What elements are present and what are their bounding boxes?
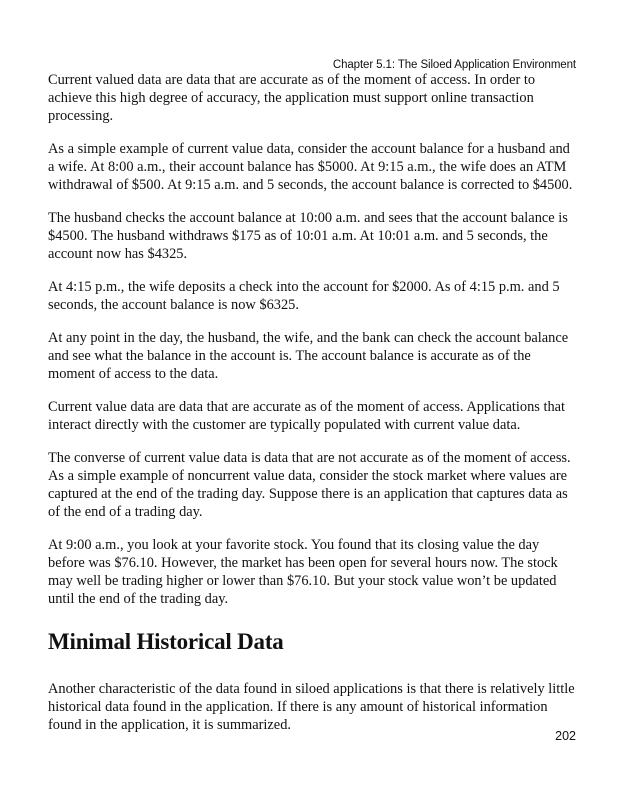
paragraph-stock-example: At 9:00 a.m., you look at your favorite stock. You found that its closing value the day before was $76.10. However, the market has been open for several hours now. The stock may well be trading higher or lower than $76.10. But your stock value won’t be updated until the end of the trading day. bbox=[48, 537, 558, 607]
page-number: 202 bbox=[555, 729, 576, 743]
paragraph-historical-data: Another characteristic of the data found in siloed applications is that there is relatively little historical data found in the application. If there is any amount of historical information found in the application, it is summarized. bbox=[48, 681, 575, 733]
paragraph-husband-withdrawal: The husband checks the account balance at 10:00 a.m. and sees that the account balance is $4500. The husband withdraws $175 as of 10:01 a.m. At 10:01 a.m. and 5 seconds, the account now has $4325. bbox=[48, 210, 568, 262]
paragraph-current-value-definition: Current valued data are data that are accurate as of the moment of access. In order to achieve this high degree of accuracy, the application must support online transaction processing. bbox=[48, 72, 536, 124]
running-header: Chapter 5.1: The Siloed Application Environment bbox=[332, 59, 576, 71]
paragraph-noncurrent-value-data: The converse of current value data is data that are not accurate as of the moment of access. As a simple example of noncurrent value data, consider the stock market where values are captured at the end of the trading day. Suppose there is an application that captures data as of the end of a trading day. bbox=[48, 450, 571, 520]
paragraph-current-value-summary: Current value data are data that are accurate as of the moment of access. Applications that interact directly with the customer are typically populated with current value data. bbox=[48, 399, 566, 433]
paragraph-account-balance-example: As a simple example of current value data, consider the account balance for a husband and a wife. At 8:00 a.m., their account balance has $5000. At 9:15 a.m., the wife does an ATM withdrawal of $500. At 9:15 a.m. and 5 seconds, the account balance is corrected to $4500. bbox=[48, 141, 573, 193]
section-heading: Minimal Historical Data bbox=[48, 629, 284, 654]
page-body bbox=[48, 71, 578, 749]
paragraph-balance-accuracy: At any point in the day, the husband, the wife, and the bank can check the account balance and see what the balance in the account is. The account balance is accurate as of the moment of access to the data. bbox=[48, 330, 569, 382]
paragraph-wife-deposit: At 4:15 p.m., the wife deposits a check into the account for $2000. As of 4:15 p.m. and 5 seconds, the account balance is now $6325. bbox=[48, 279, 560, 313]
